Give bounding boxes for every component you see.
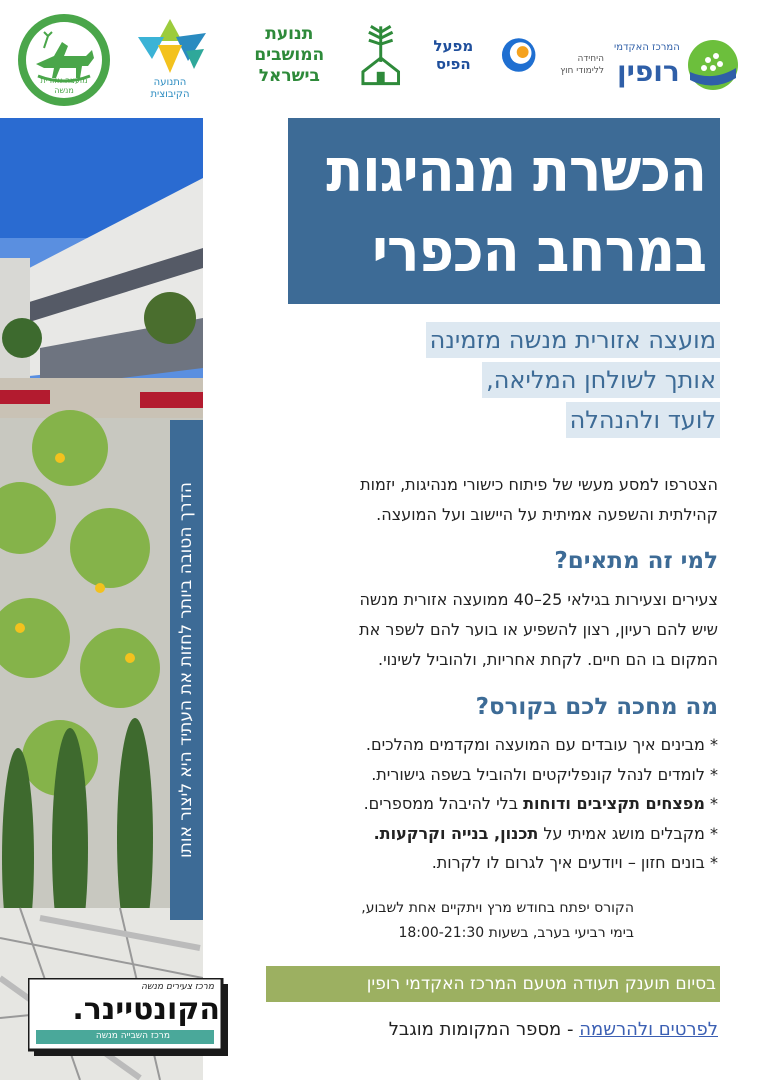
subtitle-line-1: מועצה אזורית מנשה מזמינה [426, 322, 720, 358]
schedule-line-2: בימי רביעי בערב, בשעות 18:00-21:30 [398, 925, 634, 941]
intro-line-2: קהילתית והשפעה אמיתית על היישוב ועל המועצה. [376, 505, 718, 524]
bullet-3-bold: מפצחים תקציבים ודוחות [523, 794, 705, 813]
bullet-4 [238, 819, 718, 849]
logo-bar [0, 0, 762, 110]
who-heading: למי זה מתאים? [554, 548, 718, 574]
moshav-line1: תנועת המושבים [254, 23, 325, 65]
who-paragraph [238, 585, 718, 675]
wheat-house-icon [357, 22, 404, 88]
moshav-line2: בישראל [258, 65, 320, 86]
schedule [361, 896, 634, 946]
container-bottom-label: מרכז השבייה מנשה [95, 1031, 170, 1041]
container-main-label: הקונטיינר. [72, 992, 220, 1027]
ruppin-name: רופין [617, 55, 680, 88]
registration-note: - מספר המקומות מוגבל [388, 1019, 580, 1040]
bullet-3-prefix: * [704, 794, 718, 813]
vertical-slogan: הדרך הטובה ביותר לחזות את העתיד היא ליצור אותו [176, 482, 196, 858]
intro-line-1: הצטרפו למסע מעשי של פיתוח כישורי מנהיגות, יזמות [360, 475, 718, 494]
pais-swirl-icon [499, 35, 538, 75]
what-heading: מה מחכה לכם בקורס? [475, 694, 718, 720]
intro-paragraph [238, 470, 718, 530]
title-line-1: הכשרת מנהיגות [326, 136, 706, 206]
subtitle-line-2: אותך לשולחן המליאה, [482, 362, 720, 398]
bullet-3-rest: בלי להיבהל ממספרים. [363, 794, 524, 813]
kibbutz-star-icon [124, 15, 216, 77]
ruppin-academic-center: המרכז האקדמי [614, 42, 680, 53]
who-line-2: שיש להם רעיון, רצון להשפיע או בוער להם לשפר את [359, 620, 718, 639]
kibbutz-line2: הקיבוצית [150, 89, 190, 100]
vertical-slogan-strip [170, 420, 203, 920]
registration-line [389, 1015, 718, 1045]
who-line-3: המקום בו הם חיים. לקחת אחריות, ולהוביל לשינוי. [378, 650, 718, 669]
schedule-line-1: הקורס יפתח בחודש מרץ ויתקיים אחת לשבוע, [361, 900, 634, 916]
manasseh-line1: מועצה אזורית [40, 76, 88, 85]
container-top-label: מרכז צעירים מנשה [141, 982, 214, 992]
ruppin-external: ללימודי חוץ [560, 66, 605, 76]
registration-link[interactable]: לפרטים ולהרשמה [579, 1019, 718, 1040]
kibbutz-movement-logo [124, 14, 216, 102]
pais-label: מפעל הפיס [433, 37, 474, 73]
bullet-2: * לומדים לנהל קונפליקטים ולהוביל בשפה גישורית. [371, 764, 718, 784]
ruppin-tree-icon [686, 38, 740, 92]
ruppin-unit: היחידה [577, 54, 605, 64]
title-line-2: במרחב הכפרי [372, 216, 706, 286]
bullet-3 [238, 789, 718, 819]
manasseh-council-logo [14, 12, 114, 108]
bullet-1: * מבינים איך עובדים עם המועצה ומקדמים מהלכים. [365, 735, 718, 754]
bullet-5: * בונים חזון – ויודעים איך לגרום לו לקרות. [431, 853, 718, 872]
subtitle-line-3: לועד ולהנהלה [566, 402, 720, 438]
manasseh-line2: מנשה [54, 86, 74, 95]
container-youth-center-logo [28, 978, 230, 1058]
ruppin-academic-logo [548, 30, 752, 100]
moshav-movement-logo [228, 20, 404, 90]
kibbutz-line1: התנועה [153, 77, 187, 88]
bullet-4-bold: תכנון, בנייה וקרקעות. [373, 823, 539, 843]
who-line-1: צעירים וצעירות בגילאי 25–40 ממועצה אזורית מנשה [359, 590, 718, 609]
course-bullets [238, 730, 718, 878]
title-box [288, 118, 720, 304]
mifal-hapais-logo [414, 30, 538, 80]
certificate-banner: בסיום תוענק תעודה מטעם המרכז האקדמי רופין [266, 966, 720, 1002]
bullet-4-prefix: * מקבלים מושג אמיתי על [538, 823, 718, 843]
